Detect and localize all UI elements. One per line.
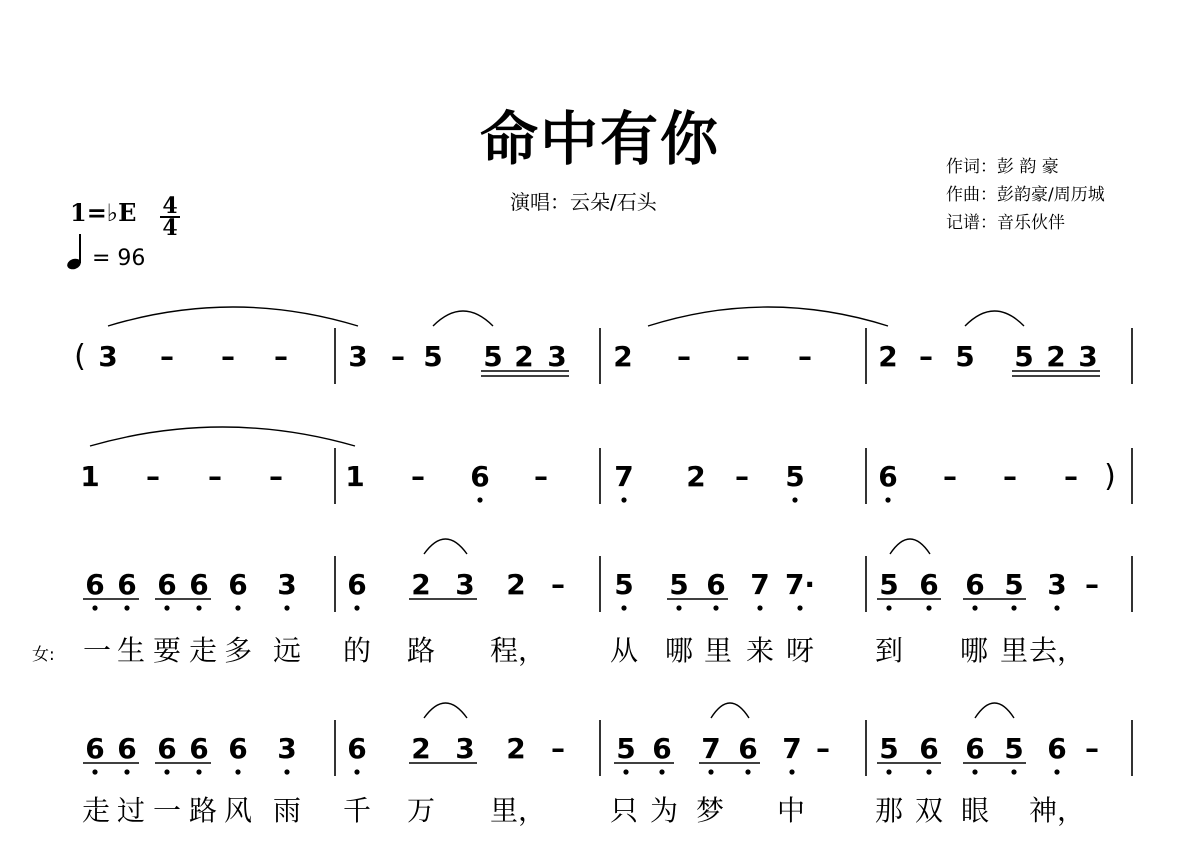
low-octave-dot — [972, 605, 977, 610]
lyric-syllable: 要 — [152, 634, 182, 667]
note: 5 — [614, 568, 634, 601]
lyric-syllable: 雨 — [272, 794, 302, 827]
note: 6 — [85, 568, 105, 601]
transcriber-credit: 记谱：音乐伙伴 — [946, 213, 1065, 233]
low-octave-dot — [92, 769, 97, 774]
note: 1 — [345, 460, 365, 493]
note: 6 — [652, 732, 672, 765]
note: 3 — [1047, 568, 1067, 601]
note: 5 — [423, 340, 443, 373]
note: 2 — [514, 340, 534, 373]
lyric-syllable: 里， — [489, 794, 547, 827]
low-octave-dot — [886, 605, 891, 610]
lyric-syllable: 哪 — [664, 634, 694, 667]
slur-tie — [711, 703, 749, 718]
note: 2 — [506, 732, 526, 765]
low-octave-dot — [972, 769, 977, 774]
note: 2 — [613, 340, 633, 373]
note: 1 — [80, 460, 100, 493]
lyric-syllable: 双 — [914, 794, 944, 827]
low-octave-dot — [235, 605, 240, 610]
low-octave-dot — [623, 769, 628, 774]
lyric-syllable: 呀 — [785, 634, 815, 667]
lyric-syllable: 从 — [609, 634, 639, 667]
low-octave-dot — [354, 605, 359, 610]
lyric-syllable: 里 — [703, 634, 733, 667]
low-octave-dot — [477, 497, 482, 502]
note: 5 — [785, 460, 805, 493]
singer-credit: 演唱：云朵/石头 — [510, 190, 657, 214]
lyric-syllable: 里 — [999, 634, 1029, 667]
lyric-syllable: 千 — [342, 794, 372, 827]
note: 7· — [784, 568, 816, 601]
lyric-syllable: 只 — [609, 794, 639, 827]
note: 5 — [955, 340, 975, 373]
lyric-syllable: 那 — [874, 794, 904, 827]
note: 2 — [506, 568, 526, 601]
note: 5 — [669, 568, 689, 601]
dash-note: – — [1064, 460, 1078, 493]
low-octave-dot — [92, 605, 97, 610]
dash-note: – — [208, 460, 222, 493]
low-octave-dot — [926, 605, 931, 610]
note: 7 — [614, 460, 634, 493]
low-octave-dot — [659, 769, 664, 774]
low-octave-dot — [757, 605, 762, 610]
note: 3 — [277, 732, 297, 765]
note: 6 — [228, 568, 248, 601]
lyric-syllable: 的 — [342, 634, 372, 667]
note: 5 — [1004, 732, 1024, 765]
note: 6 — [117, 732, 137, 765]
note: 3 — [348, 340, 368, 373]
note: 5 — [879, 568, 899, 601]
dash-note: – — [534, 460, 548, 493]
composer-credit: 作曲：彭韵豪/周历城 — [946, 185, 1105, 205]
dash-note: – — [551, 568, 565, 601]
lyric-syllable: 万 — [406, 794, 436, 827]
dash-note: – — [735, 460, 749, 493]
note: 6 — [189, 732, 209, 765]
lyric-syllable: 一 — [152, 794, 182, 827]
note: 3 — [1078, 340, 1098, 373]
low-octave-dot — [886, 769, 891, 774]
dash-note: – — [391, 340, 405, 373]
dash-note: – — [1003, 460, 1017, 493]
low-octave-dot — [1011, 605, 1016, 610]
lyric-syllable: 路 — [188, 794, 218, 827]
low-octave-dot — [1054, 605, 1059, 610]
dash-note: – — [160, 340, 174, 373]
low-octave-dot — [713, 605, 718, 610]
note: 6 — [1047, 732, 1067, 765]
dash-note: – — [146, 460, 160, 493]
low-octave-dot — [797, 605, 802, 610]
note: 6 — [878, 460, 898, 493]
slur-tie — [965, 311, 1024, 326]
low-octave-dot — [1011, 769, 1016, 774]
low-octave-dot — [124, 769, 129, 774]
lyric-syllable: 风 — [223, 794, 253, 827]
lyric-syllable: 路 — [406, 634, 436, 667]
dash-note: – — [551, 732, 565, 765]
note: 6 — [919, 732, 939, 765]
note: 5 — [879, 732, 899, 765]
note: 6 — [706, 568, 726, 601]
note: 3 — [455, 732, 475, 765]
lyric-syllable: 神， — [1028, 794, 1086, 827]
note: 6 — [228, 732, 248, 765]
time-signature-bottom: 4 — [162, 215, 178, 241]
lyric-syllable: 到 — [874, 634, 904, 667]
dash-note: – — [411, 460, 425, 493]
dash-note: – — [269, 460, 283, 493]
low-octave-dot — [164, 605, 169, 610]
note: 6 — [347, 732, 367, 765]
key-signature: 1=♭E — [70, 198, 137, 227]
lyric-syllable: 走 — [81, 794, 111, 827]
note: 3 — [455, 568, 475, 601]
note: 6 — [85, 732, 105, 765]
lyric-syllable: 过 — [116, 794, 146, 827]
note: 3 — [547, 340, 567, 373]
lyric-syllable: 中 — [776, 794, 806, 827]
note: 5 — [1004, 568, 1024, 601]
dash-note: – — [798, 340, 812, 373]
dash-note: – — [919, 340, 933, 373]
note: 6 — [157, 732, 177, 765]
note: 6 — [965, 568, 985, 601]
slur-tie — [975, 703, 1014, 718]
lyric-syllable: 生 — [116, 634, 146, 667]
low-octave-dot — [621, 605, 626, 610]
dash-note: – — [943, 460, 957, 493]
low-octave-dot — [124, 605, 129, 610]
note: 6 — [157, 568, 177, 601]
low-octave-dot — [676, 605, 681, 610]
note: 6 — [919, 568, 939, 601]
lyric-syllable: 来 — [745, 634, 775, 667]
note: 2 — [686, 460, 706, 493]
dash-note: – — [221, 340, 235, 373]
note: 5 — [616, 732, 636, 765]
low-octave-dot — [164, 769, 169, 774]
note: 7 — [782, 732, 802, 765]
note: 6 — [117, 568, 137, 601]
low-octave-dot — [621, 497, 626, 502]
note: 6 — [189, 568, 209, 601]
lyric-syllable: 去， — [1028, 634, 1086, 667]
slur-tie — [108, 307, 358, 326]
slur-tie — [424, 703, 467, 718]
bracket: ) — [1104, 459, 1116, 494]
dash-note: – — [1085, 732, 1099, 765]
note: 6 — [347, 568, 367, 601]
low-octave-dot — [926, 769, 931, 774]
lyric-syllable: 哪 — [959, 634, 989, 667]
note: 5 — [1014, 340, 1034, 373]
lyric-syllable: 远 — [272, 634, 302, 667]
slur-tie — [424, 539, 467, 554]
slur-tie — [433, 311, 493, 326]
low-octave-dot — [284, 605, 289, 610]
dash-note: – — [736, 340, 750, 373]
low-octave-dot — [235, 769, 240, 774]
note: 2 — [878, 340, 898, 373]
lyric-syllable: 为 — [649, 794, 679, 827]
low-octave-dot — [885, 497, 890, 502]
song-title: 命中有你 — [479, 105, 720, 173]
note: 5 — [483, 340, 503, 373]
lyric-syllable: 一 — [82, 634, 112, 667]
dash-note: – — [274, 340, 288, 373]
note: 6 — [470, 460, 490, 493]
lyric-syllable: 走 — [188, 634, 218, 667]
lyric-syllable: 眼 — [960, 794, 990, 827]
time-signature-top: 4 — [162, 193, 178, 219]
lyric-syllable: 多 — [223, 634, 253, 667]
note: 6 — [965, 732, 985, 765]
low-octave-dot — [792, 497, 797, 502]
slur-tie — [890, 539, 930, 554]
note: 6 — [738, 732, 758, 765]
low-octave-dot — [284, 769, 289, 774]
note: 7 — [701, 732, 721, 765]
low-octave-dot — [196, 605, 201, 610]
note: 2 — [411, 732, 431, 765]
tempo-marking: = 96 — [92, 246, 146, 271]
note: 2 — [411, 568, 431, 601]
lyric-syllable: 程， — [489, 634, 547, 667]
slur-tie — [648, 307, 888, 326]
low-octave-dot — [745, 769, 750, 774]
slur-tie — [90, 427, 355, 446]
low-octave-dot — [354, 769, 359, 774]
lyric-syllable: 梦 — [695, 794, 725, 827]
note: 7 — [750, 568, 770, 601]
lyricist-credit: 作词：彭 韵 豪 — [946, 157, 1059, 177]
low-octave-dot — [196, 769, 201, 774]
dash-note: – — [677, 340, 691, 373]
note: 3 — [277, 568, 297, 601]
voice-label: 女: — [32, 645, 55, 665]
dash-note: – — [1085, 568, 1099, 601]
note: 2 — [1046, 340, 1066, 373]
note: 3 — [98, 340, 118, 373]
dash-note: – — [816, 732, 830, 765]
bracket: ( — [74, 339, 86, 374]
low-octave-dot — [1054, 769, 1059, 774]
low-octave-dot — [708, 769, 713, 774]
low-octave-dot — [789, 769, 794, 774]
